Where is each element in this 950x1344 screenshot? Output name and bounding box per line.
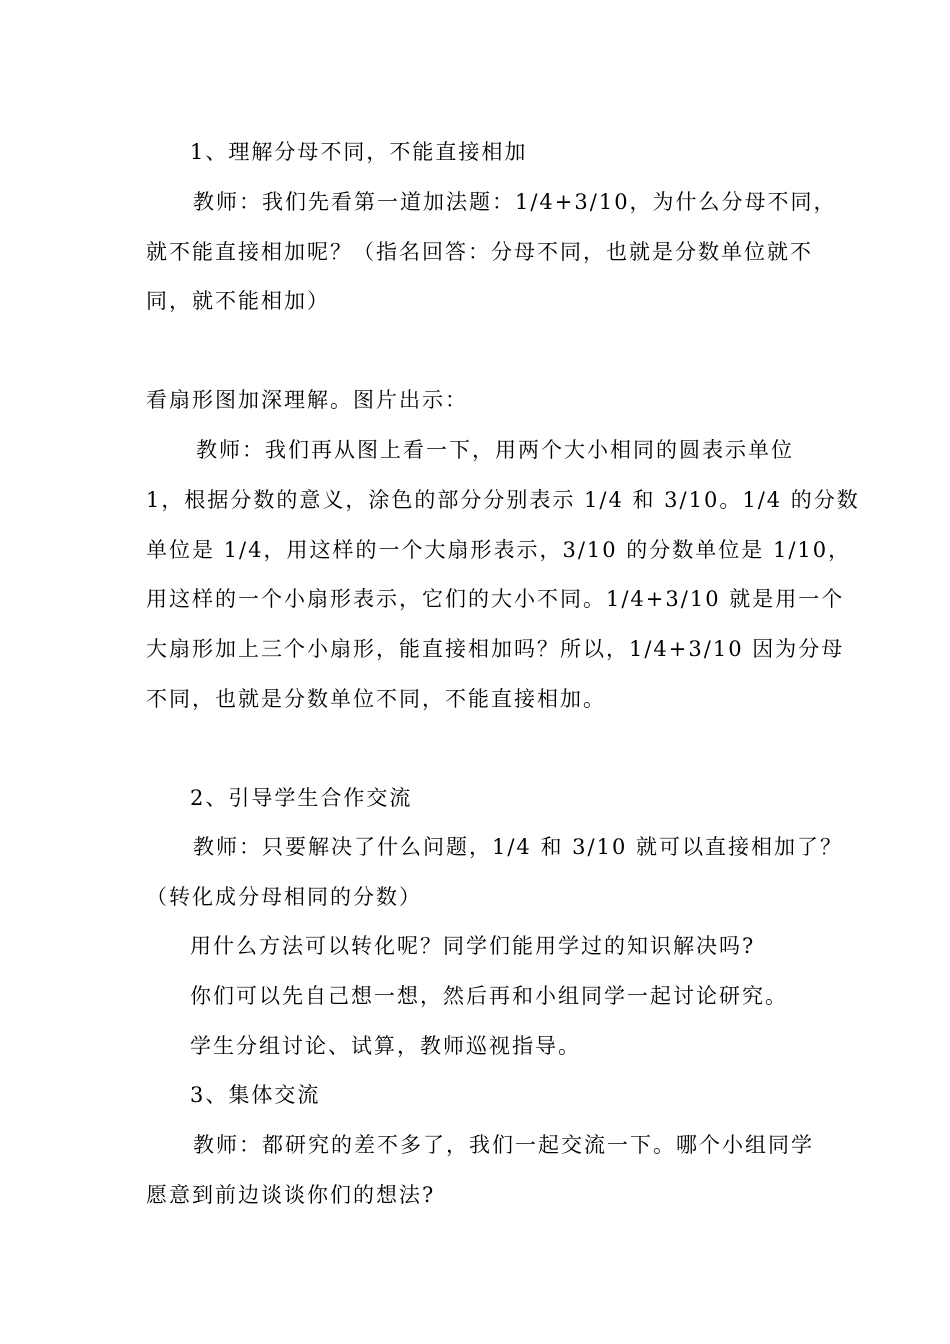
section-2-paragraph-1-line-1: 教师：只要解决了什么问题，1/4 和 3/10 就可以直接相加了？: [193, 835, 843, 859]
section-1-paragraph-1-line-3: 同，就不能相加）: [146, 289, 330, 313]
section-1-paragraph-2-line-1: 教师：我们再从图上看一下，用两个大小相同的圆表示单位: [196, 438, 794, 462]
section-1-figure-intro: 看扇形图加深理解。图片出示：: [146, 388, 468, 412]
section-1-paragraph-2-line-5: 大扇形加上三个小扇形，能直接相加吗？所以，1/4+3/10 因为分母: [146, 637, 845, 661]
section-3-paragraph-1-line-2: 愿意到前边谈谈你们的想法?: [146, 1183, 436, 1207]
section-3-heading: 3、集体交流: [190, 1083, 321, 1107]
section-1-paragraph-2-line-4: 用这样的一个小扇形表示，它们的大小不同。1/4+3/10 就是用一个: [146, 587, 845, 611]
section-1-heading: 1、理解分母不同，不能直接相加: [190, 140, 528, 164]
section-2-paragraph-2: 用什么方法可以转化呢？同学们能用学过的知识解决吗?: [190, 934, 756, 958]
section-2-paragraph-1-line-2: （转化成分母相同的分数）: [146, 885, 422, 909]
section-2-paragraph-3: 你们可以先自己想一想，然后再和小组同学一起讨论研究。: [190, 984, 788, 1008]
section-3-paragraph-1-line-1: 教师：都研究的差不多了，我们一起交流一下。哪个小组同学: [193, 1133, 814, 1157]
section-2-paragraph-4: 学生分组讨论、试算，教师巡视指导。: [190, 1034, 581, 1058]
section-2-heading: 2、引导学生合作交流: [190, 786, 413, 810]
section-1-paragraph-1-line-2: 就不能直接相加呢？（指名回答：分母不同，也就是分数单位就不: [146, 240, 813, 264]
section-1-paragraph-1-line-1: 教师：我们先看第一道加法题：1/4+3/10，为什么分母不同，: [193, 190, 837, 214]
section-1-paragraph-2-line-6: 不同，也就是分数单位不同，不能直接相加。: [146, 687, 606, 711]
section-1-paragraph-2-line-2: 1，根据分数的意义，涂色的部分分别表示 1/4 和 3/10。1/4 的分数: [146, 488, 860, 512]
section-1-paragraph-2-line-3: 单位是 1/4，用这样的一个大扇形表示，3/10 的分数单位是 1/10，: [146, 538, 852, 562]
